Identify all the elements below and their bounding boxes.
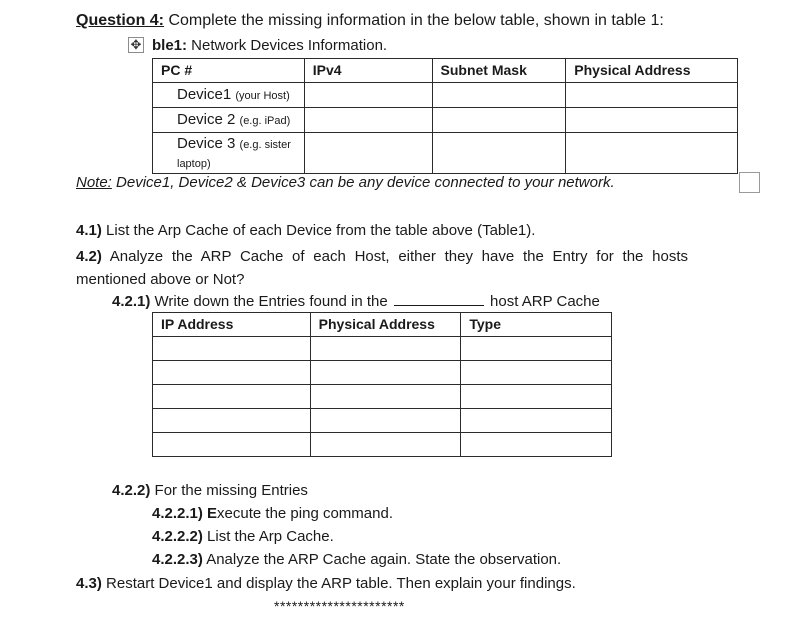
table2-header-mac: Physical Address	[310, 313, 461, 337]
end-separator: **********************	[274, 598, 405, 614]
network-devices-table	[152, 58, 738, 174]
q41-text: List the Arp Cache of each Device from the table above (Table1).	[101, 222, 536, 239]
q4222-number: 4.2.2.2)	[152, 528, 203, 545]
q4221-text: xecute the ping command.	[217, 505, 393, 522]
move-arrows-icon[interactable]: ✥	[128, 37, 144, 53]
ip-cell[interactable]	[153, 409, 311, 433]
q421-text-before: Write down the Entries found in the	[150, 293, 392, 310]
question-4-3	[76, 575, 576, 592]
table-row	[153, 385, 612, 409]
device-note: (your Host)	[235, 90, 290, 102]
table1-header-ipv4: IPv4	[304, 59, 432, 83]
note-text: Device1, Device2 & Device3 can be any device connected to your network.	[111, 174, 615, 191]
mac-cell[interactable]	[310, 361, 461, 385]
table1-header-mac: Physical Address	[566, 59, 738, 83]
device-cell	[153, 133, 305, 174]
question-4-2	[76, 245, 688, 291]
question-4-2-2-3	[152, 551, 561, 568]
type-cell[interactable]	[461, 385, 612, 409]
table1-caption	[152, 37, 387, 54]
ip-cell[interactable]	[153, 361, 311, 385]
q421-number: 4.2.1)	[112, 293, 151, 310]
table-row	[153, 83, 738, 108]
table2-header-row	[153, 313, 612, 337]
q421-text-after: host ARP Cache	[485, 293, 600, 310]
table1-header-row	[153, 59, 738, 83]
ip-cell[interactable]	[153, 433, 311, 457]
q41-number: 4.1)	[76, 222, 102, 239]
q422-text: For the missing Entries	[150, 482, 308, 499]
ipv4-cell[interactable]	[304, 83, 432, 108]
question-title	[76, 12, 664, 30]
device-cell	[153, 83, 305, 108]
table2-header-ip: IP Address	[153, 313, 311, 337]
device-note: (e.g. iPad)	[239, 115, 291, 127]
question-4-2-2-1	[152, 505, 393, 522]
ipv4-cell[interactable]	[304, 108, 432, 133]
mac-cell[interactable]	[310, 337, 461, 361]
ip-cell[interactable]	[153, 337, 311, 361]
note-label: Note:	[76, 174, 112, 191]
table1-caption-label: ble1:	[152, 37, 188, 54]
device-name: Device 3	[177, 135, 236, 152]
mac-cell[interactable]	[310, 409, 461, 433]
table-row	[153, 133, 738, 174]
table-row	[153, 361, 612, 385]
table-row	[153, 337, 612, 361]
q4221-number: 4.2.2.1) E	[152, 505, 218, 522]
type-cell[interactable]	[461, 337, 612, 361]
table1-header-subnet: Subnet Mask	[432, 59, 566, 83]
q4223-number: 4.2.2.3)	[152, 551, 203, 568]
question-4-2-2-2	[152, 528, 334, 545]
q4222-text: List the Arp Cache.	[202, 528, 334, 545]
q42-number: 4.2)	[76, 248, 102, 265]
table2-header-type: Type	[461, 313, 612, 337]
question-4-1	[76, 222, 535, 239]
subnet-cell[interactable]	[432, 133, 566, 174]
device-name: Device 2	[177, 111, 236, 128]
subnet-cell[interactable]	[432, 108, 566, 133]
type-cell[interactable]	[461, 433, 612, 457]
q43-text: Restart Device1 and display the ARP table. Then explain your findings.	[101, 575, 576, 592]
type-cell[interactable]	[461, 409, 612, 433]
q43-number: 4.3)	[76, 575, 102, 592]
device-note: (e.g. sister laptop)	[177, 139, 291, 170]
table-row	[153, 108, 738, 133]
mac-cell[interactable]	[566, 83, 738, 108]
checkbox-square[interactable]	[739, 172, 760, 193]
arp-cache-table	[152, 312, 612, 457]
device-name: Device1	[177, 86, 232, 103]
mac-cell[interactable]	[566, 108, 738, 133]
table1-caption-text: Network Devices Information.	[187, 37, 388, 54]
mac-cell[interactable]	[566, 133, 738, 174]
note	[76, 174, 615, 191]
type-cell[interactable]	[461, 361, 612, 385]
table1-header-pc: PC #	[153, 59, 305, 83]
question-text: Complete the missing information in the below table, shown in table 1:	[164, 12, 664, 29]
subnet-cell[interactable]	[432, 83, 566, 108]
question-4-2-2	[112, 482, 308, 499]
device-cell	[153, 108, 305, 133]
mac-cell[interactable]	[310, 433, 461, 457]
q422-number: 4.2.2)	[112, 482, 151, 499]
q42-text: Analyze the ARP Cache of each Host, either they have the Entry for the hosts mentioned above or Not?	[76, 248, 688, 288]
ipv4-cell[interactable]	[304, 133, 432, 174]
table-row	[153, 409, 612, 433]
fill-in-blank[interactable]	[394, 291, 484, 306]
question-label: Question 4:	[76, 12, 165, 29]
table-row	[153, 433, 612, 457]
ip-cell[interactable]	[153, 385, 311, 409]
mac-cell[interactable]	[310, 385, 461, 409]
question-4-2-1	[112, 291, 600, 310]
q4223-text: Analyze the ARP Cache again. State the observation.	[202, 551, 562, 568]
